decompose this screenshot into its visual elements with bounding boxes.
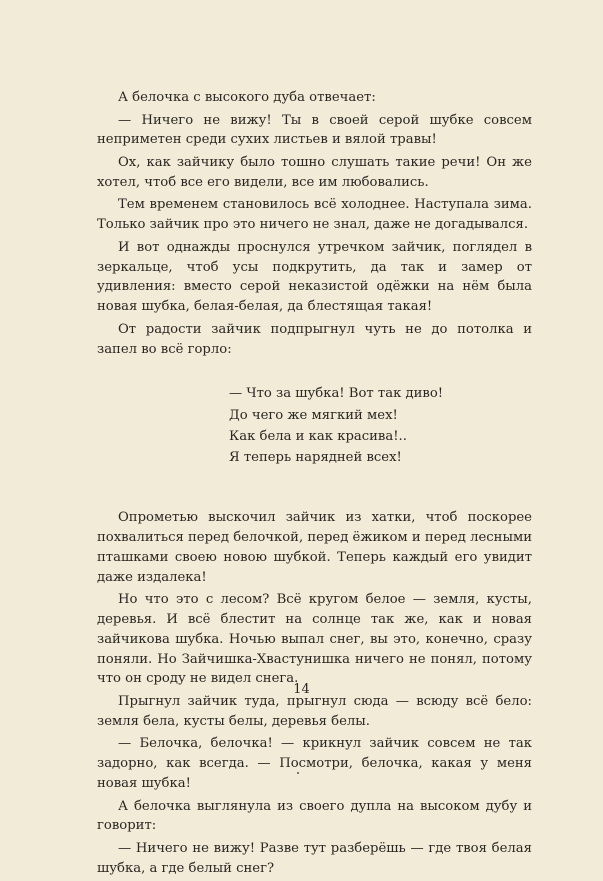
paragraph: И вот однажды проснулся утречком зайчик, поглядел в зеркальце, чтоб усы подкрутить, да так и замер от удивления: вместо серой неказистой одёжки на нём была новая шубка, белая-белая, да блестящая такая! [97, 239, 532, 315]
paragraph: Ох, как зайчику было тошно слушать такие речи! Он же хотел, чтоб все его видели, все им любовались. [97, 154, 532, 190]
verse-line: — Что за шубка! Вот так диво! [229, 386, 444, 402]
paragraph: Тем временем становилось всё холоднее. Наступала зима. Только зайчик про это ничего не знал, даже не догадывался. [97, 197, 532, 233]
verse-line: До чего же мягкий мех! [229, 407, 398, 423]
paragraph: — Ничего не вижу! Разве тут разберёшь — где твоя белая шубка, а где белый снег? [97, 840, 532, 876]
song-verse [229, 383, 532, 468]
verse-line: Как бела и как красива!.. [229, 428, 407, 444]
story-text [97, 88, 532, 881]
paragraph: — Ничего не вижу! Ты в своей серой шубке совсем неприметен среди сухих листьев и вялой травы! [97, 112, 532, 148]
paragraph: От радости зайчик подпрыгнул чуть не до потолка и запел во всё горло: [97, 321, 532, 357]
paragraph: Прыгнул зайчик туда, прыгнул сюда — всюду всё бело: земля бела, кусты белы, деревья белы. [97, 693, 532, 729]
verse-line: Я теперь нарядней всех! [229, 449, 402, 465]
paragraph: А белочка выглянула из своего дупла на высоком дубу и говорит: [97, 798, 532, 834]
paragraph: Но что это с лесом? Всё кругом белое — земля, кусты, деревья. И всё блестит на солнце так же, как и новая зайчикова шубка. Ночью выпал снег, вы это, конечно, сразу поняли. Но Зайчишка-Хвастунишка ничего не понял, потому что он сроду не видел снега. [97, 592, 532, 687]
paper-speck [297, 772, 299, 774]
page-number: 14 [293, 682, 310, 697]
paragraph: А белочка с высокого дуба отвечает: [118, 90, 376, 105]
paragraph: Опрометью выскочил зайчик из хатки, чтоб поскорее похвалиться перед белочкой, перед ёжиком и перед лесными пташками своею новою шубкой. Теперь каждый его увидит даже издалека! [97, 510, 532, 585]
paragraph: — Белочка, белочка! — крикнул зайчик совсем не так задорно, как всегда. — Посмотри, белочка, какая у меня новая шубка! [97, 736, 532, 791]
